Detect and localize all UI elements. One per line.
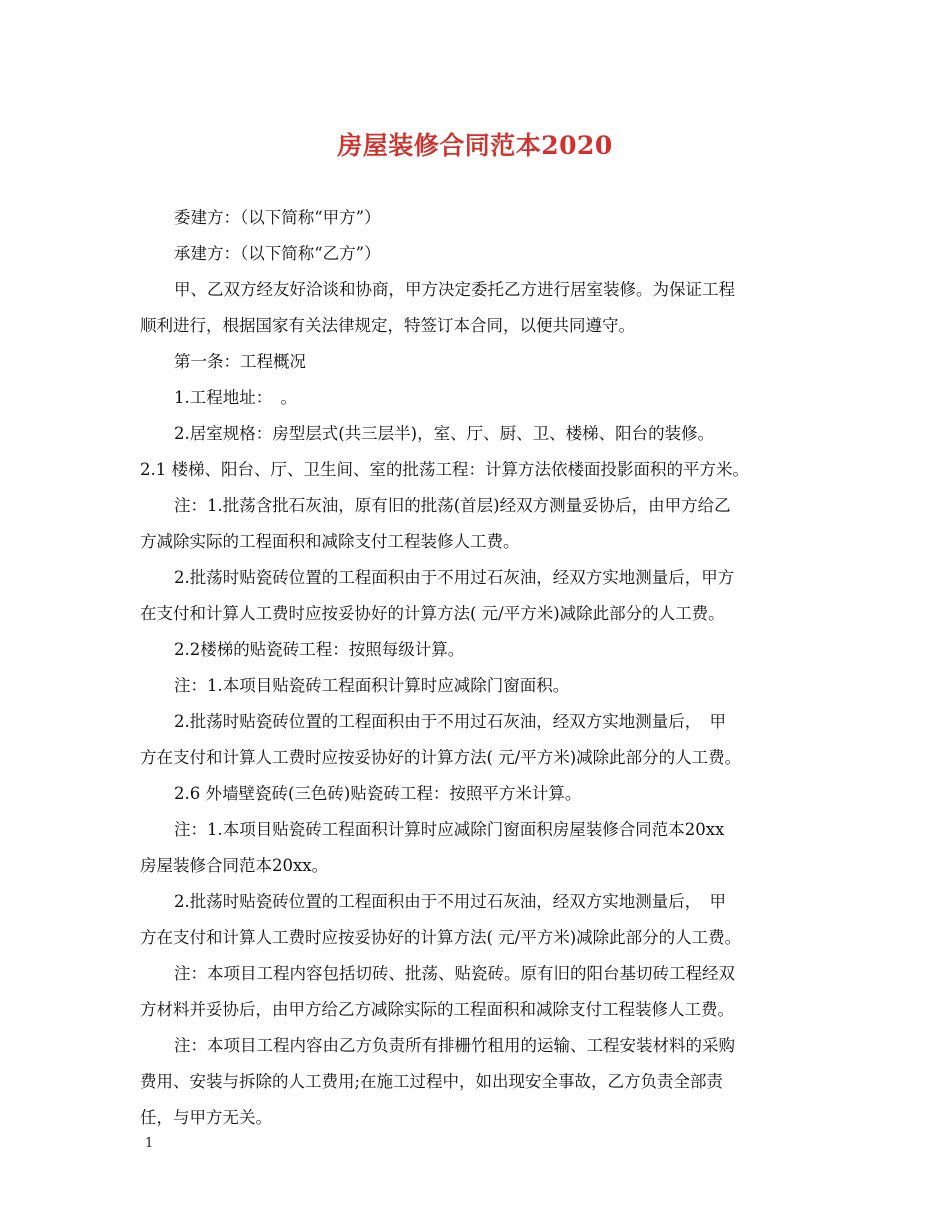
paragraph-line: 1.工程地址： 。 <box>174 388 297 407</box>
page-number: 1 <box>145 1136 154 1151</box>
document-title: 房屋装修合同范本2020 <box>337 131 613 160</box>
paragraph-line: 费用、安装与拆除的人工费用;在施工过程中，如出现安全事故，乙方负责全部责 <box>140 1072 724 1091</box>
paragraph-line: 甲、乙双方经友好洽谈和协商，甲方决定委托乙方进行居室装修。为保证工程 <box>174 280 735 299</box>
paragraph-line: 注：1.本项目贴瓷砖工程面积计算时应减除门窗面积房屋装修合同范本20xx <box>174 820 725 839</box>
paragraph-line: 2.1 楼梯、阳台、厅、卫生间、室的批荡工程：计算方法依楼面投影面积的平方米。 <box>140 460 749 479</box>
paragraph-line: 任，与甲方无关。 <box>140 1108 272 1127</box>
paragraph-line: 委建方：（以下简称“甲方”） <box>174 208 381 227</box>
paragraph-line: 注：本项目工程内容由乙方负责所有排栅竹租用的运输、工程安装材料的采购 <box>174 1036 735 1055</box>
paragraph-line: 方在支付和计算人工费时应按妥协好的计算方法( 元/平方米)减除此部分的人工费。 <box>140 748 742 767</box>
paragraph-line: 顺利进行，根据国家有关法律规定，特签订本合同，以便共同遵守。 <box>140 316 635 335</box>
paragraph-line: 注：1.批荡含批石灰油，原有旧的批荡(首层)经双方测量妥协后，由甲方给乙 <box>174 496 731 515</box>
paragraph-line: 2.批荡时贴瓷砖位置的工程面积由于不用过石灰油，经双方实地测量后， 甲 <box>174 892 726 911</box>
paragraph-line: 2.批荡时贴瓷砖位置的工程面积由于不用过石灰油，经双方实地测量后，甲方 <box>174 568 735 587</box>
paragraph-line: 2.居室规格：房型层式(共三层半)，室、厅、厨、卫、楼梯、阳台的装修。 <box>174 424 715 443</box>
paragraph-line: 房屋装修合同范本20xx。 <box>140 856 329 875</box>
document-body <box>140 200 830 1136</box>
paragraph-line: 2.2楼梯的贴瓷砖工程：按照每级计算。 <box>174 640 465 659</box>
paragraph-line: 承建方：（以下简称“乙方”） <box>174 244 381 263</box>
paragraph-line: 第一条：工程概况 <box>174 352 306 371</box>
paragraph-line: 注：1.本项目贴瓷砖工程面积计算时应减除门窗面积。 <box>174 676 570 695</box>
paragraph-line: 方在支付和计算人工费时应按妥协好的计算方法( 元/平方米)减除此部分的人工费。 <box>140 928 742 947</box>
paragraph-line: 2.批荡时贴瓷砖位置的工程面积由于不用过石灰油，经双方实地测量后， 甲 <box>174 712 726 731</box>
paragraph-line: 2.6 外墙壁瓷砖(三色砖)贴瓷砖工程：按照平方米计算。 <box>174 784 582 803</box>
paragraph-line: 注：本项目工程内容包括切砖、批荡、贴瓷砖。原有旧的阳台基切砖工程经双 <box>174 964 735 983</box>
paragraph-line: 在支付和计算人工费时应按妥协好的计算方法( 元/平方米)减除此部分的人工费。 <box>140 604 725 623</box>
paragraph-line: 方材料并妥协后，由甲方给乙方减除实际的工程面积和减除支付工程装修人工费。 <box>140 1000 734 1019</box>
paragraph-line: 方减除实际的工程面积和减除支付工程装修人工费。 <box>140 532 520 551</box>
